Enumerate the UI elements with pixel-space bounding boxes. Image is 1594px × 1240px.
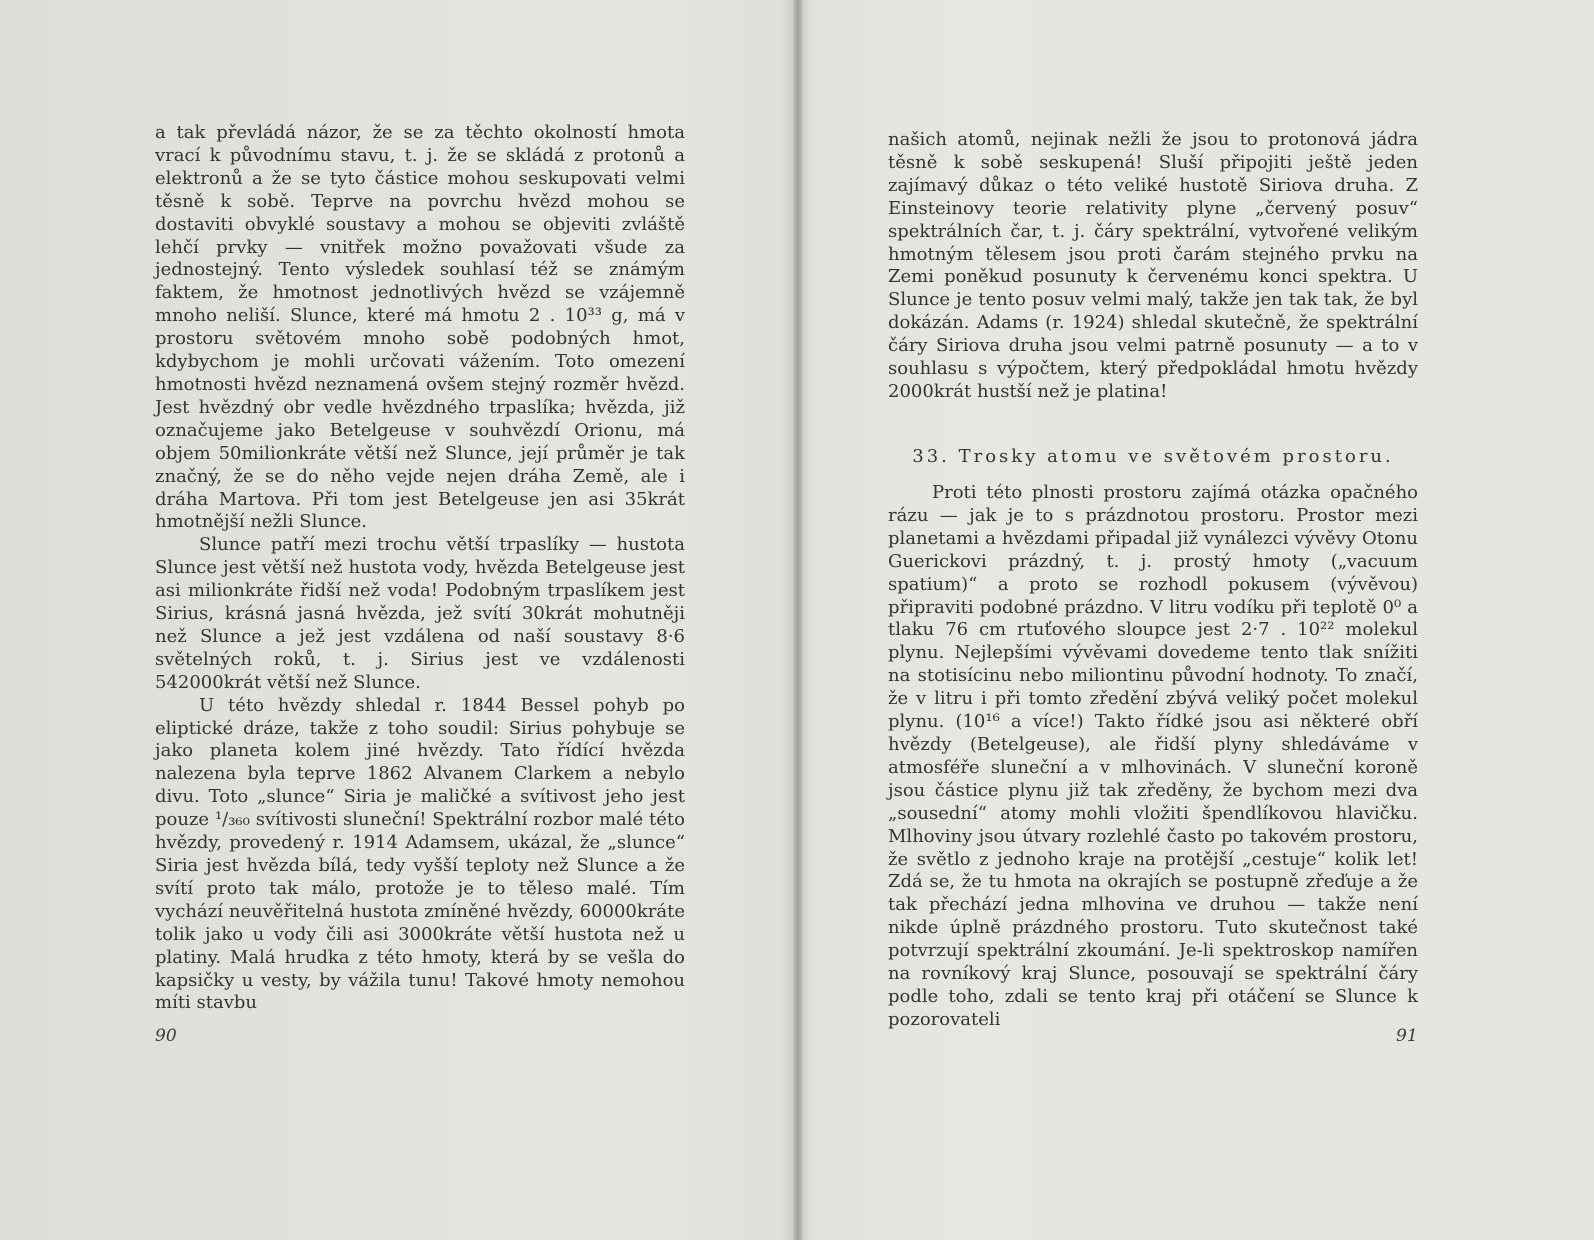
right-page-text-bottom [888, 482, 1418, 1032]
left-paragraph-1: a tak převládá názor, že se za těchto okolností hmota vrací k původnímu stavu, t. j. že se skládá z protonů a elektronů a že se tyto částice mohou seskupovati velmi těsně k sobě. Teprve na povrchu hvězd mohou se dostaviti obvyklé soustavy a mohou se objeviti zvláště lehčí prvky — vnitřek možno považovati všude za jednostejný. Tento výsledek souhlasí též se známým faktem, že hmotnost jednotlivých hvězd se vzájemně mnoho neliší. Slunce, které má hmotu 2 . 10³³ g, má v prostoru světovém mnoho sobě podobných hmot, kdybychom je mohli určovati vážením. Toto omezení hmotnosti hvězd neznamená ovšem stejný rozměr hvězd. Jest hvězdný obr vedle hvězdného trpaslíka; hvězda, již označujeme jako Betelgeuse v souhvězdí Orionu, má objem 50milionkráte větší než Slunce, její průměr je tak značný, že se do něho vejde nejen dráha Země, ale i dráha Martova. Při tom jest Betelgeuse jen asi 35krát hmotnější nežli Slunce. [155, 122, 685, 533]
left-page-text [155, 122, 685, 1015]
right-page-text-top [888, 129, 1418, 404]
right-paragraph-1: našich atomů, nejinak nežli že jsou to protonová jádra těsně k sobě seskupená! Sluší připojiti ještě jeden zajímavý důkaz o této veliké hustotě Siriova druha. Z Einsteinovy teorie relativity plyne „červený posuv“ spektrálních čar, t. j. čáry spektrální, vytvořené velikým hmotným tělesem jsou proti čarám stejného prvku na Zemi poněkud posunuty k červenému konci spektra. U Slunce je tento posuv velmi malý, takže jen tak tak, že byl dokázán. Adams (r. 1924) shledal skutečně, že spektrální čáry Siriova druha jsou velmi patrně posunuty — a to v souhlasu s výpočtem, který předpokládal hmotu hvězdy 2000krát hustší než je platina! [888, 129, 1418, 402]
left-paragraph-3: U této hvězdy shledal r. 1844 Bessel pohyb po eliptické dráze, takže z toho soudil: Sirius pohybuje se jako planeta kolem jiné hvězdy. Tato řídící hvězda nalezena byla teprve 1862 Alvanem Clarkem a nebylo divu. Toto „slunce“ Siria je maličké a svítivost jeho jest pouze ¹/₃₆₀ svítivosti sluneční! Spektrální rozbor malé této hvězdy, provedený r. 1914 Adamsem, ukázal, že „slunce“ Siria jest hvězda bílá, tedy vyšší teploty než Slunce a že svítí proto tak málo, protože je to těleso malé. Tím vychází neuvěřitelná hustota zmíněné hvězdy, 60000kráte tolik jako u vody čili asi 3000kráte větší hustota než u platiny. Malá hrudka z této hmoty, která by se vešla do kapsičky u vesty, by vážila tunu! Takové hmoty nemohou míti stavbu [155, 694, 685, 1014]
right-page-number: 91 [1396, 1026, 1418, 1046]
left-page-number: 90 [155, 1026, 177, 1046]
section-heading: 33. Trosky atomu ve světovém prostoru. [912, 446, 1394, 467]
right-paragraph-2: Proti této plnosti prostoru zajímá otázka opačného rázu — jak je to s prázdnotou prostoru. Prostor mezi planetami a hvězdami připadal již vynálezci vývěvy Otonu Guerickovi prázdný, t. j. prostý hmoty („vacuum spatium)“ a proto se rozhodl pokusem (vývěvou) připraviti podobné prázdno. V litru vodíku při teplotě 0⁰ a tlaku 76 cm rtuťového sloupce jest 2·7 . 10²² molekul plynu. Nejlepšími vývěvami dovedeme tento tlak snížiti na stotisícinu nebo miliontinu původní hodnoty. To značí, že v litru i při tomto zředění zbývá veliký počet molekul plynu. (10¹⁶ a více!) Takto řídké jsou asi některé obří hvězdy (Betelgeuse), ale řidší plyny shledáváme v atmosféře sluneční a v mlhovinách. V sluneční koroně jsou částice plynu již tak zředěny, že bychom mezi dva „sousední“ atomy mohli vložiti špendlíkovou hlavičku. Mlhoviny jsou útvary rozlehlé často po takovém prostoru, že světlo z jednoho kraje na protější „cestuje“ kolik let! Zdá se, že tu hmota na okrajích se postupně zřeďuje a že tak přechází jedna mlhovina ve druhou — takže není nikde úplně prázdného prostoru. Tuto skutečnost také potvrzují spektrální zkoumání. Je-li spektroskop namířen na rovníkový kraj Slunce, posouvají se spektrální čáry podle toho, zdali se tento kraj při otáčení se Slunce k pozorovateli [888, 482, 1418, 1030]
left-paragraph-2: Slunce patří mezi trochu větší trpaslíky — hustota Slunce jest větší než hustota vody, hvězda Betelgeuse jest asi milionkráte řidší než voda! Podobným trpaslíkem jest Sirius, krásná jasná hvězda, jež svítí 30krát mohutněji než Slunce a jež jest vzdálena od naší soustavy 8·6 světelných roků, t. j. Sirius jest ve vzdálenosti 542000krát větší než Slunce. [155, 534, 685, 693]
